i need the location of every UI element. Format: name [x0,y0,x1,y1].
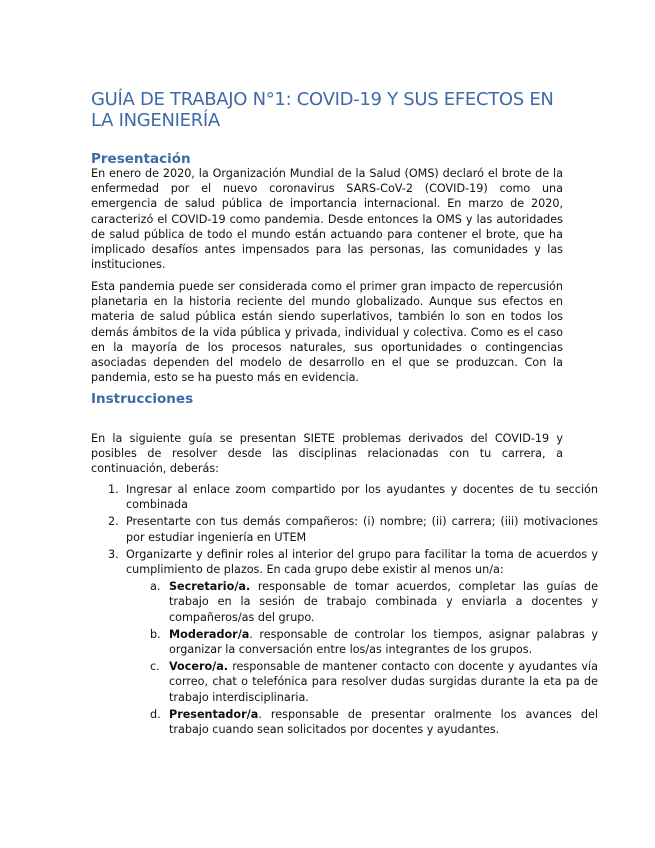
role-letter: c. [150,660,160,674]
role-item [150,659,598,705]
list-item-number: 1. [108,483,119,496]
role-description: responsable de tomar acuerdos, completar las guías de trabajo en la sesión de trabajo combinada y enviarla a docentes y compañeros/as del grupo. [169,580,598,624]
paragraph-presentacion-2: Esta pandemia puede ser considerada como el primer gran impacto de repercusión planetaria en la historia reciente del mundo globalizado. Aunque sus efectos en materia de salud pública están siendo superlativos, también lo son en todos los demás ámbitos de la vida pública y privada, individual y colectiva. Como es el caso en la mayoría de los procesos naturales, sus oportunidades o contingencias asociadas dependen del modelo de desarrollo en el que se produzcan. Con la pandemia, esto se ha puesto más en evidencia. [91,280,563,385]
list-item-number: 2. [108,515,119,529]
role-name: Presentador/a [169,707,259,721]
role-item [150,627,598,657]
roles-list [126,579,598,737]
role-description: responsable de mantener contacto con docente y ayudantes vía correo, chat o telefónica para resolver dudas surgidas durante la eta pa de trabajo interdisciplinaria. [169,660,598,704]
role-name: Vocero/a. [169,660,229,674]
section-heading-presentacion: Presentación [91,151,191,167]
list-item [108,482,598,512]
section-heading-instrucciones: Instrucciones [91,391,194,407]
paragraph-instrucciones-intro: En la siguiente guía se presentan SIETE problemas derivados del COVID-19 y posibles de resolver desde las disciplinas relacionadas con tu carrera, a continuación, deberás: [91,432,563,476]
role-letter: d. [150,707,161,721]
list-item-number: 3. [108,547,119,561]
role-name: Secretario/a. [169,580,251,594]
role-letter: a. [150,580,161,594]
list-item-text: Ingresar al enlace zoom compartido por los ayudantes y docentes de tu sección combinada [126,483,598,512]
role-description: . responsable de presentar oralmente los avances del trabajo cuando sean solicitados por docentes y ayudantes. [169,707,598,737]
list-item-text: Presentarte con tus demás compañeros: (i) nombre; (ii) carrera; (iii) motivaciones por estudiar ingeniería en UTEM [126,515,598,544]
list-item-text: Organizarte y definir roles al interior del grupo para facilitar la toma de acuerdos y cumplimiento de plazos. En cada grupo debe existir al menos un/a: [126,547,598,577]
role-item [150,707,598,737]
list-item [108,514,598,544]
role-description: . responsable de controlar los tiempos, asignar palabras y organizar la conversación entre los/as integrantes de los grupos. [169,627,598,657]
document-title: GUÍA DE TRABAJO N°1: COVID-19 Y SUS EFECTOS EN LA INGENIERÍA [91,89,554,131]
instructions-list [91,482,598,739]
role-letter: b. [150,627,161,641]
role-name: Moderador/a [169,627,250,641]
paragraph-presentacion-1: En enero de 2020, la Organización Mundial de la Salud (OMS) declaró el brote de la enfermedad por el nuevo coronavirus SARS-CoV-2 (COVID-19) como una emergencia de salud pública de importancia internacional. En marzo de 2020, caracterizó el COVID-19 como pandemia. Desde entonces la OMS y las autoridades de salud pública de todo el mundo están actuando para contener el brote, que ha implicado desafíos antes impensados para las personas, las comunidades y las instituciones. [91,167,563,272]
role-item [150,579,598,625]
list-item [108,547,598,737]
